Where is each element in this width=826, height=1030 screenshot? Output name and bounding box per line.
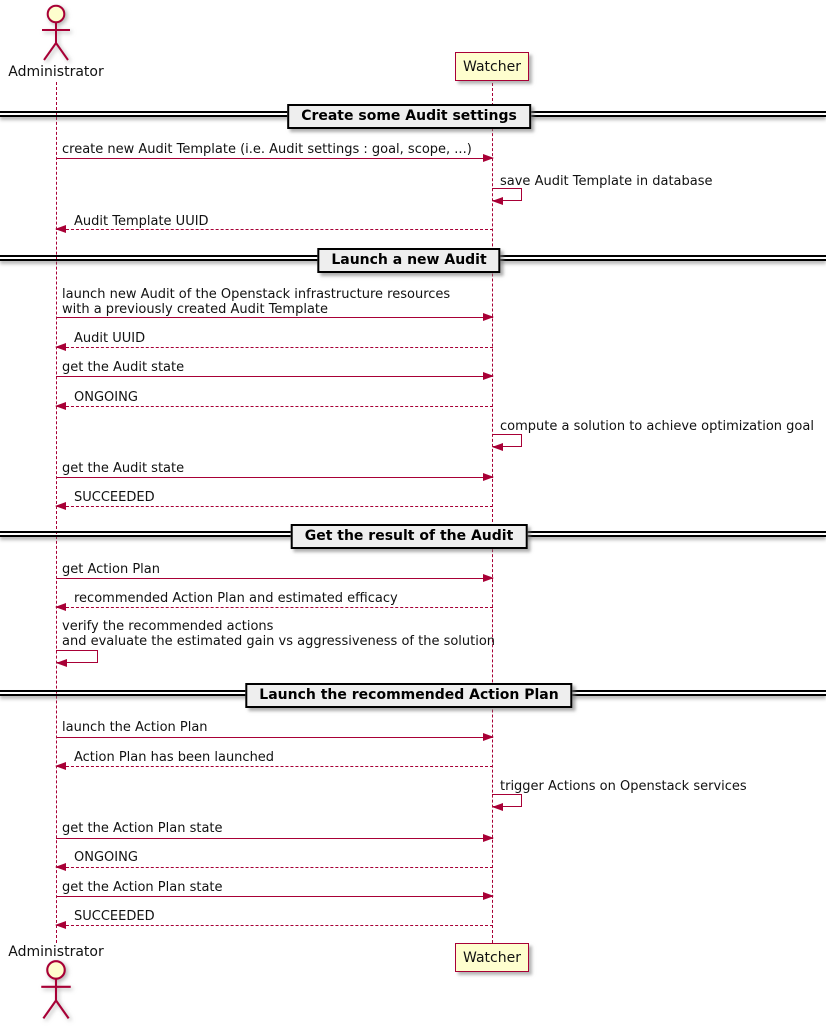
arrow-call: [56, 737, 493, 738]
arrow-call: [56, 896, 493, 897]
message-label: [62, 287, 450, 317]
message-label: recommended Action Plan and estimated efficacy: [74, 591, 398, 606]
arrow-return: [56, 347, 493, 348]
message-label-line1: verify the recommended actions: [62, 619, 274, 634]
arrow-call: [56, 477, 493, 478]
message-label: trigger Actions on Openstack services: [500, 779, 747, 794]
message-label: [62, 619, 495, 649]
arrow-call: [56, 317, 493, 318]
divider-title: Launch the recommended Action Plan: [245, 683, 572, 708]
divider-title: Create some Audit settings: [287, 104, 531, 129]
arrow-return: [56, 607, 493, 608]
arrow-return: [56, 406, 493, 407]
message-label-line2: and evaluate the estimated gain vs aggressiveness of the solution: [62, 634, 496, 649]
message-label: ONGOING: [74, 850, 138, 865]
divider-create-audit-settings: [0, 104, 826, 129]
message-label: SUCCEEDED: [74, 490, 155, 505]
message-label: save Audit Template in database: [500, 174, 713, 189]
lifeline-watcher: [492, 83, 493, 943]
message-label: compute a solution to achieve optimization goal: [500, 419, 814, 434]
arrow-call: [56, 578, 493, 579]
message-label: get the Audit state: [62, 461, 185, 476]
message-label: create new Audit Template (i.e. Audit settings : goal, scope, ...): [62, 142, 472, 157]
message-label: get the Audit state: [62, 360, 185, 375]
message-label: Audit Template UUID: [74, 214, 209, 229]
message-label: launch the Action Plan: [62, 720, 208, 735]
participant-watcher-top: Watcher: [455, 52, 529, 81]
lifeline-administrator: [56, 82, 57, 943]
arrow-call: [56, 838, 493, 839]
arrow-return: [56, 925, 493, 926]
divider-launch-action-plan: [0, 683, 826, 708]
actor-administrator-label-bottom: Administrator: [8, 944, 104, 960]
divider-title: Launch a new Audit: [317, 248, 500, 273]
arrow-self: [492, 434, 522, 447]
arrow-return: [56, 867, 493, 868]
arrow-call: [56, 376, 493, 377]
message-label: get Action Plan: [62, 562, 160, 577]
message-label-line1: launch new Audit of the Openstack infrastructure resources: [62, 287, 451, 302]
message-label: SUCCEEDED: [74, 909, 155, 924]
arrow-self: [56, 650, 98, 663]
message-label-line2: with a previously created Audit Template: [62, 302, 329, 317]
arrow-call: [56, 158, 493, 159]
divider-launch-new-audit: [0, 248, 826, 273]
arrow-return: [56, 506, 493, 507]
arrow-self: [492, 794, 522, 807]
arrow-return: [56, 766, 493, 767]
divider-get-audit-result: [0, 524, 826, 549]
message-label: Action Plan has been launched: [74, 750, 275, 765]
participant-watcher-bottom: Watcher: [455, 943, 529, 972]
message-label: get the Action Plan state: [62, 821, 223, 836]
actor-administrator-icon-bottom: [36, 959, 76, 1023]
arrow-self: [492, 188, 522, 201]
message-label: Audit UUID: [74, 331, 146, 346]
message-label: get the Action Plan state: [62, 880, 223, 895]
actor-administrator-icon: [37, 4, 75, 64]
message-label: ONGOING: [74, 390, 138, 405]
arrow-return: [56, 229, 493, 230]
actor-administrator-label-top: Administrator: [8, 64, 104, 80]
divider-title: Get the result of the Audit: [291, 524, 528, 549]
